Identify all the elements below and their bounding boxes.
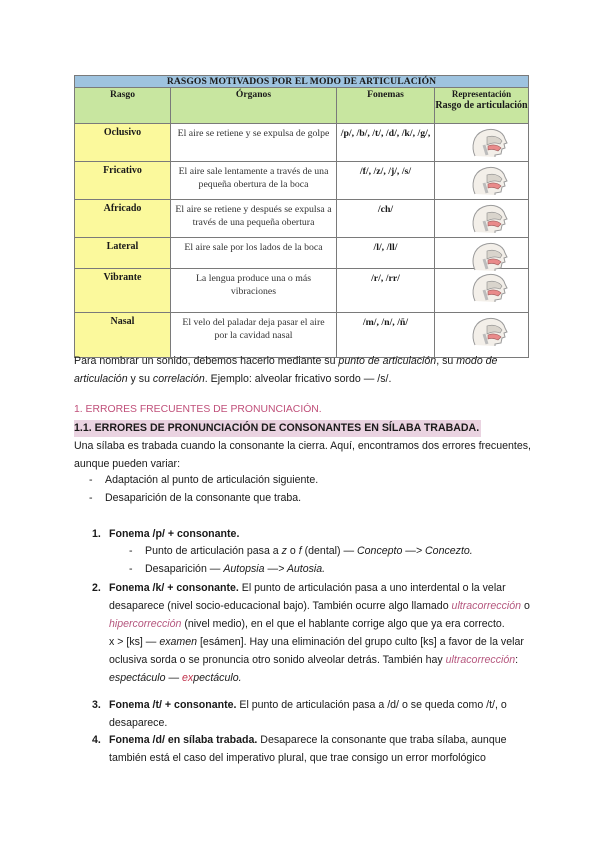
intro-paragraph <box>74 353 536 388</box>
header-rasgo: Rasgo <box>75 88 171 124</box>
item-title: Fonema /t/ + consonante. <box>109 699 237 711</box>
table-row <box>75 162 529 200</box>
item-text: El punto de articulación pasa a uno interdental o la velar desaparece (nivel socio-educacional bajo). También ocurre algo llamado <box>109 582 506 612</box>
header-rep-line2: Rasgo de articulación <box>435 100 528 111</box>
rasgo-cell: Oclusivo <box>75 124 171 162</box>
list-item: - Desaparición de la consonante que traba. <box>89 492 302 504</box>
table-title: RASGOS MOTIVADOS POR EL MODO DE ARTICULACIÓN <box>75 76 529 88</box>
item-title: Fonema /p/ + consonante. <box>109 528 240 540</box>
item-text: — <box>165 672 183 684</box>
organos-cell: El aire se retiene y se expulsa de golpe <box>171 124 337 162</box>
header-organos: Órganos <box>171 88 337 124</box>
head-profile-icon <box>467 272 511 302</box>
table-row <box>75 313 529 358</box>
fonemas-cell: /r/, /rr/ <box>337 269 435 313</box>
item-text: espectáculo <box>109 672 166 684</box>
item-number: 4. <box>92 734 101 746</box>
subsection-heading: 1.1. ERRORES DE PRONUNCIACIÓN DE CONSONANTES EN SÍLABA TRABADA. <box>74 420 481 437</box>
head-profile-icon <box>467 127 511 157</box>
organos-cell: El velo del paladar deja pasar el aire por la cavidad nasal <box>171 313 337 358</box>
intro-term: modo de articulación <box>74 355 498 385</box>
rasgo-cell: Vibrante <box>75 269 171 313</box>
sub-text: Concepto —> Concezto. <box>357 545 473 557</box>
fonemas-cell: /l/, /ll/ <box>337 238 435 269</box>
rasgo-cell: Fricativo <box>75 162 171 200</box>
head-profile-icon <box>467 241 511 271</box>
highlight-ex: ex <box>182 672 194 684</box>
item-text: x > [ks] — <box>109 636 160 648</box>
articulation-table <box>74 75 529 358</box>
organos-cell: La lengua produce una o más vibraciones <box>171 269 337 313</box>
head-profile-image <box>435 269 529 313</box>
item-text: : <box>515 654 519 666</box>
item-text: [esámen]. Hay una eliminación del grupo culto [ks] a favor de la velar oclusiva sorda o se pronuncia otro sonido alveolar detrás. También hay <box>109 636 524 666</box>
head-profile-icon <box>467 165 511 195</box>
sub-list-item: - Punto de articulación pasa a z o f (dental) — Concepto —> Concezto. <box>129 545 473 557</box>
head-profile-image <box>435 124 529 162</box>
table-row <box>75 200 529 238</box>
head-profile-image <box>435 238 529 269</box>
numbered-item-3 <box>92 696 532 732</box>
item-title: Fonema /k/ + consonante. <box>109 582 239 594</box>
list-item: - Adaptación al punto de articulación siguiente. <box>89 474 319 486</box>
item-number: 2. <box>92 582 101 594</box>
item-text: o <box>521 600 530 612</box>
item-text: pectáculo. <box>193 672 242 684</box>
intro-text: y su <box>127 372 153 385</box>
sub-text: Desaparición — <box>145 563 224 575</box>
term-hipercorreccion: hipercorrección <box>109 618 182 630</box>
organos-cell: El aire se retiene y después se expulsa a través de una pequeña obertura <box>171 200 337 238</box>
header-representacion <box>435 88 529 124</box>
numbered-item-4 <box>92 731 532 767</box>
item-text: Desaparece la consonante que traba sílaba, aunque también está el caso del imperativo plural, que trae consigo un error morfológico <box>109 734 507 764</box>
table-row <box>75 124 529 162</box>
head-profile-image <box>435 162 529 200</box>
rasgo-cell: Nasal <box>75 313 171 358</box>
section-heading: 1. ERRORES FRECUENTES DE PRONUNCIACIÓN. <box>74 404 322 415</box>
head-profile-image <box>435 200 529 238</box>
numbered-item-2 <box>92 579 532 687</box>
item-number: 1. <box>92 528 101 540</box>
intro-text: , su <box>436 355 457 367</box>
organos-cell: El aire sale lentamente a través de una pequeña obertura de la boca <box>171 162 337 200</box>
header-fonemas: Fonemas <box>337 88 435 124</box>
sub-text: Autopsia —> Autosia. <box>223 563 326 575</box>
intro-term: punto de articulación <box>338 355 437 367</box>
fonemas-cell: /ch/ <box>337 200 435 238</box>
sub-text: Punto de articulación pasa a <box>145 545 282 557</box>
head-profile-image <box>435 313 529 358</box>
head-profile-icon <box>467 316 511 346</box>
sub-list-item: - Desaparición — Autopsia —> Autosia. <box>129 563 326 575</box>
table-row <box>75 269 529 313</box>
list-item-text: Adaptación al punto de articulación siguiente. <box>105 474 319 486</box>
fonemas-cell: /m/, /n/, /ñ/ <box>337 313 435 358</box>
item-title: Fonema /d/ en sílaba trabada. <box>109 734 258 746</box>
intro-text: Para nombrar un sonido, debemos hacerlo mediante su <box>74 355 339 367</box>
sub-text: z <box>281 545 287 557</box>
sub-text: f <box>298 545 302 557</box>
term-ultracorreccion: ultracorrección <box>451 600 522 612</box>
organos-cell: El aire sale por los lados de la boca <box>171 238 337 269</box>
sub-text: (dental) — <box>301 545 358 557</box>
intro-term: correlación <box>152 372 205 385</box>
item-text: (nivel medio), en el que el hablante corrige algo que ya era correcto. <box>181 618 505 630</box>
fonemas-cell: /f/, /z/, /j/, /s/ <box>337 162 435 200</box>
rasgo-cell: Lateral <box>75 238 171 269</box>
item-text: El punto de articulación pasa a /d/ o se queda como /t/, o desaparece. <box>109 699 507 729</box>
numbered-item-1 <box>92 525 532 543</box>
header-rep-line1: Representación <box>451 89 512 99</box>
rasgo-cell: Africado <box>75 200 171 238</box>
term-ultracorreccion: ultracorrección <box>445 654 516 666</box>
head-profile-icon <box>467 203 511 233</box>
list-item-text: Desaparición de la consonante que traba. <box>105 492 302 504</box>
table-row <box>75 238 529 269</box>
item-number: 3. <box>92 699 101 711</box>
intro-text: . Ejemplo: alveolar fricativo sordo — /s/. <box>204 372 392 385</box>
sub-text: o <box>286 545 299 557</box>
fonemas-cell: /p/, /b/, /t/, /d/, /k/, /g/, <box>337 124 435 162</box>
item-text: examen <box>159 636 198 648</box>
trabada-paragraph: Una sílaba es trabada cuando la consonante la cierra. Aquí, encontramos dos errores frecuentes, aunque pueden variar: <box>74 440 531 470</box>
